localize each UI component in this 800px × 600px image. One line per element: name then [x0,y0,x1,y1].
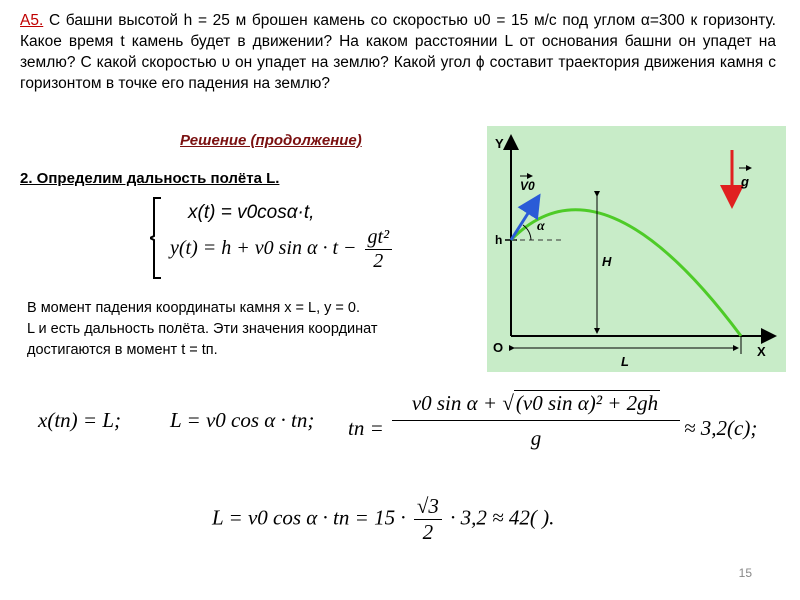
label-V0: V0 [520,179,535,193]
formula-tn-num-a: v0 sin α + [411,391,503,415]
formula-tn [348,374,788,464]
system-brace [150,196,162,280]
equation-y-lhs: y(t) = h + v0 sin α · t − [170,237,357,260]
formula-tn-rhs: ≈ 3,2(c); [684,416,758,440]
label-Y: Y [495,136,504,151]
formula-L-result-num: √3 [416,494,439,518]
label-X: X [757,344,766,359]
explanation-text [27,298,477,361]
problem-statement [20,10,776,94]
formula-L-result-fraction [414,494,442,545]
equation-y-numerator: gt² [367,226,390,248]
label-L: L [621,354,629,369]
formula-L-result-den: 2 [414,519,442,545]
formula-tn-lhs: tп = [348,416,384,440]
label-alpha: α [537,219,545,234]
formula-x-tn: x(tп) = L; [38,408,121,432]
label-g: g [741,174,749,189]
explanation-line-2: L и есть дальность полёта. Эти значения координат [27,321,378,337]
trajectory-diagram [487,126,786,372]
page-number: 15 [738,566,752,580]
step-heading: 2. Определим дальность полёта L. [20,170,280,187]
explanation-line-1: В момент падения координаты камня x = L, y = 0. [27,300,360,316]
label-O: O [493,340,504,355]
equation-y-fraction [365,226,393,273]
equation-y [170,226,395,273]
problem-number: A5. [20,12,44,29]
formula-L: L = v0 cos α · tп; [170,408,315,432]
problem-text: С башни высотой h = 25 м брошен камень со скоростью υ0 = 15 м/с под углом α=300 к горизонту. Какое время t камень будет в движении? На каком расстоянии L от основания башни он упадет на землю? С какой скоростью υ он упадет на землю? Какой угол ϕ составит траектория движения камня с горизонтом в точке его падения на землю? [20,12,776,92]
sqrt-icon: √ [502,391,514,415]
equation-y-denominator: 2 [365,249,393,273]
formula-L-result [212,494,554,545]
equation-system [150,196,460,280]
formula-tn-numerator [392,390,680,416]
label-h: h [495,233,503,247]
formula-L-result-lhs: L = v0 cos α · tп = 15 · [212,505,406,530]
formula-tn-num-sqrt: (v0 sin α)² + 2gh [515,391,659,415]
formula-L-result-rhs: · 3,2 ≈ 42( ). [450,505,555,530]
explanation-line-3: достигаются в момент t = tп. [27,342,218,358]
label-H: H [602,254,612,269]
formula-tn-fraction-line [392,420,680,421]
solution-subtitle: Решение (продолжение) [180,132,362,149]
formula-tn-denominator: g [530,426,542,450]
equation-x: x(t) = v0cosα·t, [188,202,315,223]
